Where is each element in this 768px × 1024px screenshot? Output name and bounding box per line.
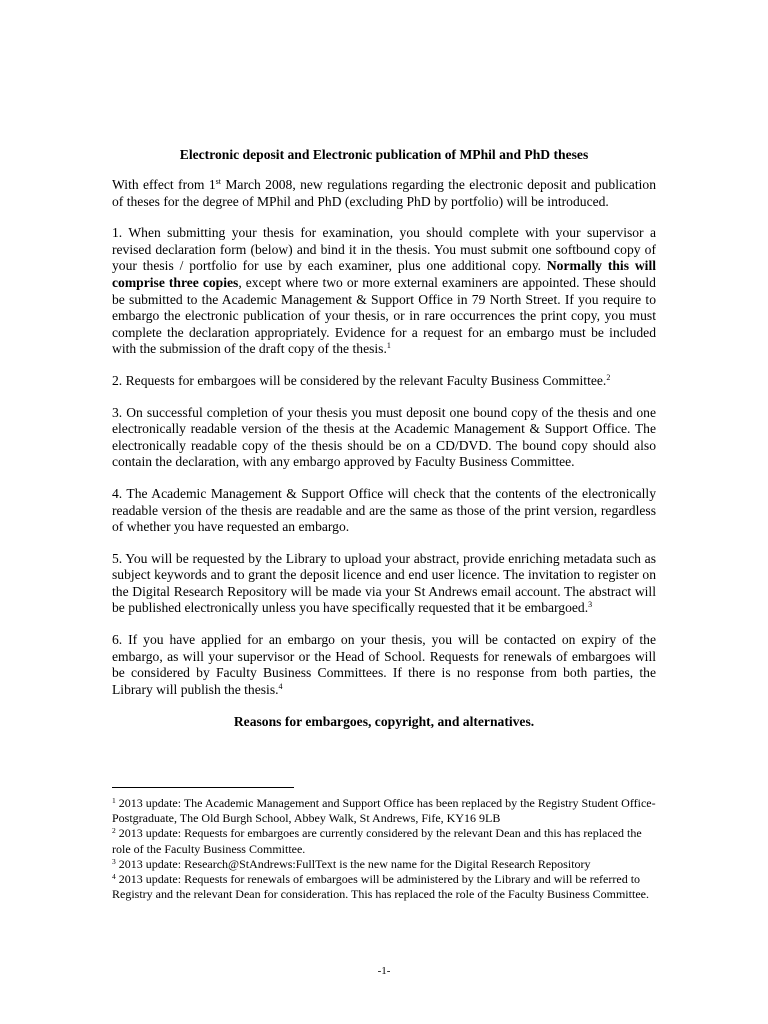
paragraph-5 [112, 551, 656, 617]
main-content [112, 146, 656, 730]
paragraph-1-text-start: 1. When submitting your thesis for examination, you should complete with your supervisor a revised declaration form (below) and bind it in the thesis. You must submit one softbound copy of your thesis / portfolio for use by each examiner, plus one additional copy. [112, 225, 656, 274]
paragraph-6 [112, 632, 656, 698]
footnote-ref-2[interactable]: 2 [606, 372, 611, 382]
page-number: -1- [377, 965, 391, 977]
footnote-divider [112, 787, 294, 788]
paragraph-1 [112, 225, 656, 358]
footnote-1 [112, 796, 656, 826]
footnote-ref-3[interactable]: 3 [588, 600, 593, 610]
footnote-2-number: 2 [112, 826, 116, 836]
footnote-3-number: 3 [112, 856, 116, 866]
paragraph-2-text: 2. Requests for embargoes will be considered by the relevant Faculty Business Committee. [112, 372, 607, 388]
paragraph-3 [112, 405, 656, 471]
footnote-ref-4[interactable]: 4 [278, 681, 283, 691]
footnote-ref-1[interactable]: 1 [386, 341, 391, 351]
footnote-1-number: 1 [112, 796, 116, 805]
footnotes [112, 796, 656, 902]
paragraph-3-text: 3. On successful completion of your thesis you must deposit one bound copy of the thesis and one electronically readable version of the thesis at the Academic Management & Support Office. The electronically readable copy of the thesis should be on a CD/DVD. The bound copy should also contain the declaration, with any embargo approved by Faculty Business Committee. [112, 404, 656, 470]
intro-text-start: With effect from 1 [112, 177, 216, 192]
intro-text-end: March 2008, new regulations regarding the electronic deposit and publication of theses for the degree of MPhil and PhD (excluding PhD by portfolio) will be introduced. [112, 177, 656, 209]
paragraph-1-text-end: , except where two or more external examiners are appointed. These should be submitted to the Academic Management & Support Office in 79 North Street. If you require to embargo the electronic publication of your thesis, or in rare occurrences the print copy, you must complete the declaration appropriately. Evidence for a request for an embargo must be included with the submission of the draft copy of the thesis. [112, 274, 656, 357]
paragraph-5-text: 5. You will be requested by the Library to upload your abstract, provide enriching metadata such as subject keywords and to grant the deposit licence and end user licence. The invitation to register on the Digital Research Repository will be made via your St Andrews email account. The abstract will be published electronically unless you have specifically requested that it be embargoed. [112, 550, 656, 616]
footnote-2 [112, 826, 656, 856]
footnote-4-number: 4 [112, 872, 116, 882]
footnote-4 [112, 872, 656, 902]
paragraph-1-bold-text: Normally this will comprise three copies [112, 258, 656, 290]
footnote-3 [112, 857, 656, 872]
footnote-2-text: 2013 update: Requests for embargoes are currently considered by the relevant Dean and this has replaced the role of the Faculty Business Committee. [112, 826, 642, 856]
paragraph-2 [112, 373, 656, 390]
document-title: Electronic deposit and Electronic publication of MPhil and PhD theses [179, 147, 589, 162]
paragraph-4-text: 4. The Academic Management & Support Office will check that the contents of the electronically readable version of the thesis are readable and are the same as those of the print version, regardless of whether you have requested an embargo. [112, 485, 656, 535]
paragraph-4 [112, 486, 656, 536]
section-subtitle: Reasons for embargoes, copyright, and alternatives. [233, 714, 535, 730]
footnote-3-text: 2013 update: Research@StAndrews:FullText is the new name for the Digital Research Repository [115, 856, 591, 871]
paragraph-6-text: 6. If you have applied for an embargo on your thesis, you will be contacted on expiry of the embargo, as will your supervisor or the Head of School. Requests for renewals of embargoes will be considered by Faculty Business Committees. If there is no response from both parties, the Library will publish the thesis. [112, 632, 656, 697]
footnote-4-text: 2013 update: Requests for renewals of embargoes will be administered by the Library and will be referred to Registry and the relevant Dean for consideration. This has replaced the role of the Faculty Business Committee. [112, 872, 649, 902]
ordinal-suffix: st [215, 177, 221, 186]
intro-paragraph [112, 177, 656, 210]
footnote-1-text: 2013 update: The Academic Management and Support Office has been replaced by the Registry Student Office-Postgraduate, The Old Burgh School, Abbey Walk, St Andrews, Fife, KY16 9LB [112, 796, 656, 826]
